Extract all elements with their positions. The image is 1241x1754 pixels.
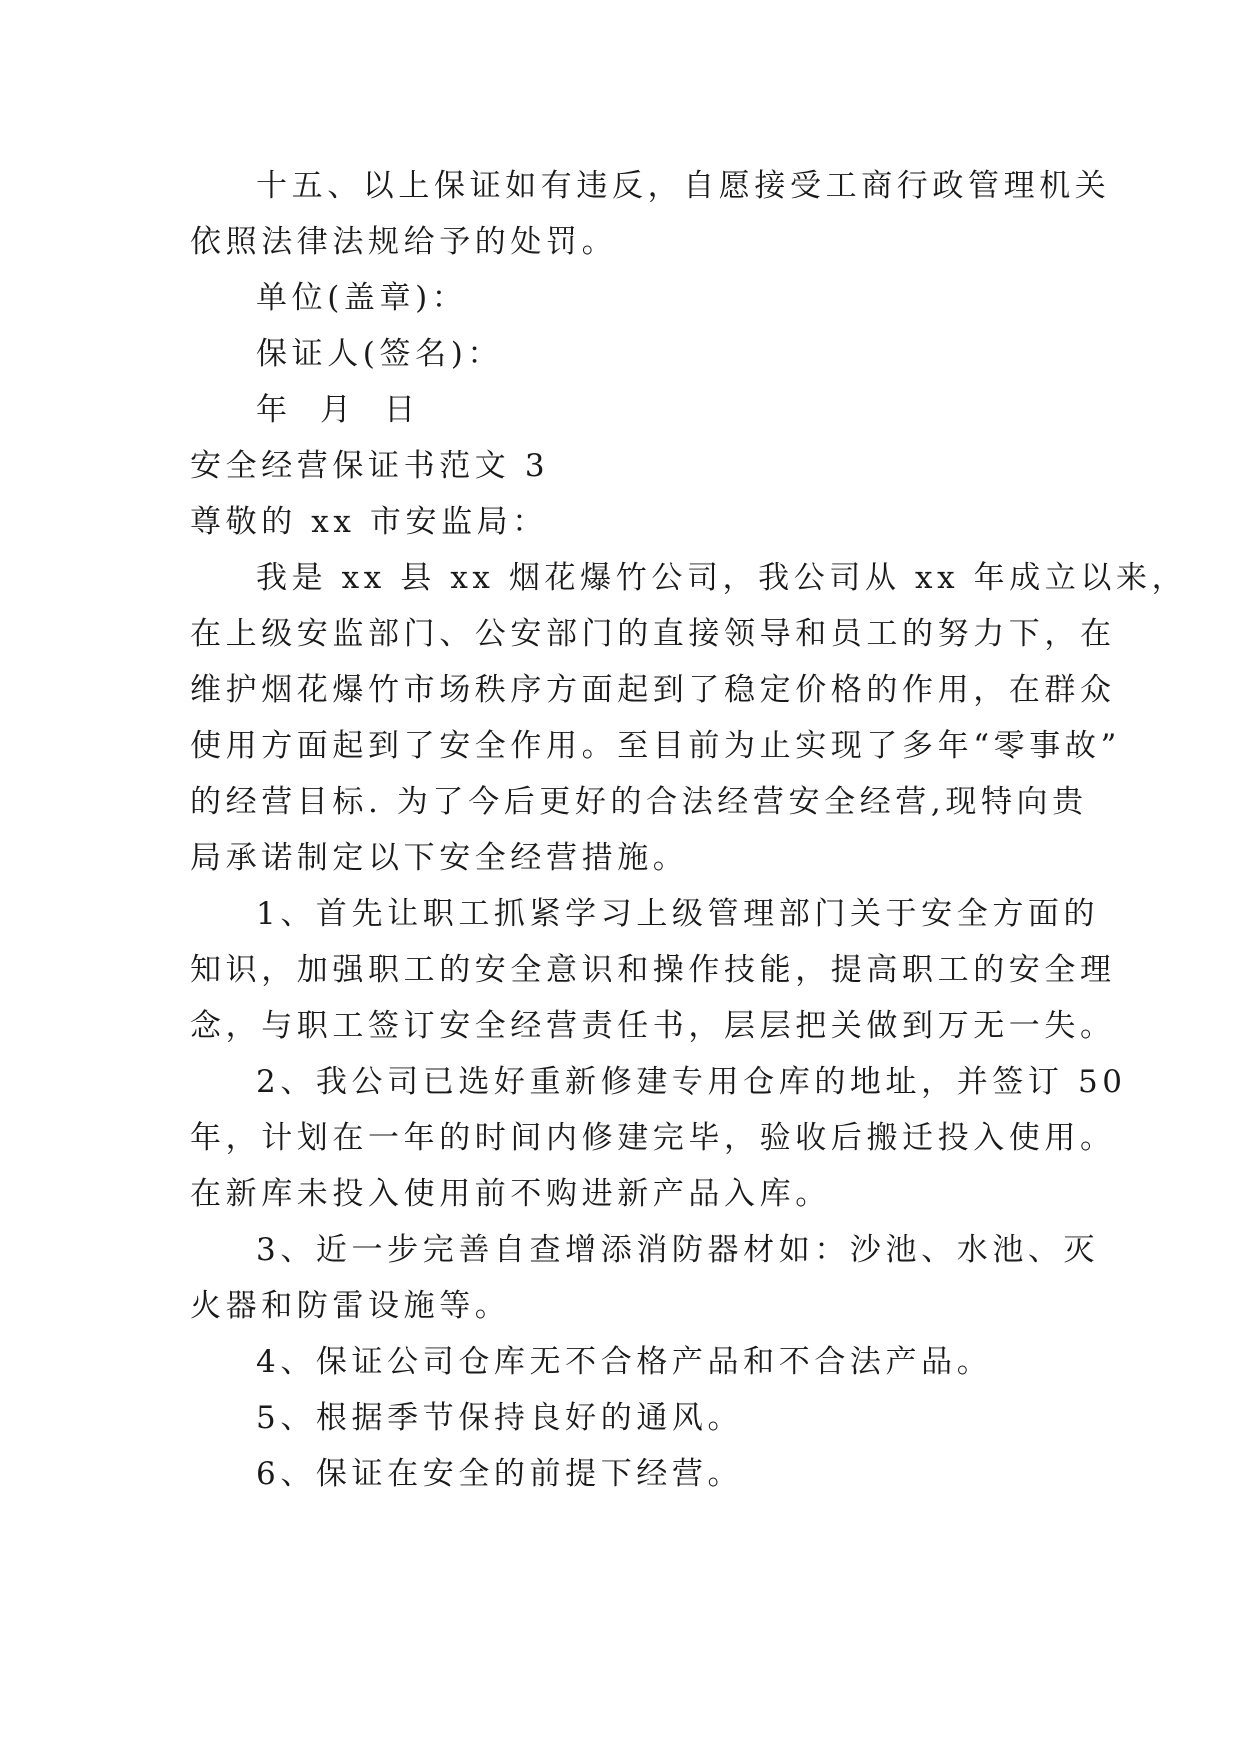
intro-line-4: 使用方面起到了安全作用。至目前为止实现了多年“零事故” [190,728,1121,764]
item-5: 5、根据季节保持良好的通风。 [256,1400,744,1436]
intro-line-5: 的经营目标. 为了今后更好的合法经营安全经营,现特向贵 [190,784,1088,820]
item-2-line-3: 在新库未投入使用前不购进新产品入库。 [190,1176,831,1212]
item-6: 6、保证在安全的前提下经营。 [256,1456,744,1492]
item-15-line-1: 十五、以上保证如有违反，自愿接受工商行政管理机关 [256,168,1111,204]
date-label: 年 月 日 [256,392,420,428]
intro-line-1: 我是 xx 县 xx 烟花爆竹公司，我公司从 xx 年成立以来， [256,560,1188,596]
item-1-line-3: 念，与职工签订安全经营责任书，层层把关做到万无一失。 [190,1008,1116,1044]
item-3-line-2: 火器和防雷设施等。 [190,1288,511,1324]
item-15-line-2: 依照法律法规给予的处罚。 [190,224,618,260]
unit-seal-label: 单位(盖章)： [256,280,468,316]
item-1-line-2: 知识，加强职工的安全意识和操作技能，提高职工的安全理 [190,952,1116,988]
intro-line-3: 维护烟花爆竹市场秩序方面起到了稳定价格的作用，在群众 [190,672,1116,708]
item-4: 4、保证公司仓库无不合格产品和不合法产品。 [256,1344,993,1380]
item-1-line-1: 1、首先让职工抓紧学习上级管理部门关于安全方面的 [256,896,1100,932]
section-heading: 安全经营保证书范文 3 [190,448,550,484]
intro-line-6: 局承诺制定以下安全经营措施。 [190,840,689,876]
item-3-line-1: 3、近一步完善自查增添消防器材如：沙池、水池、灭 [256,1232,1100,1268]
intro-line-2: 在上级安监部门、公安部门的直接领导和员工的努力下，在 [190,616,1116,652]
item-2-line-2: 年，计划在一年的时间内修建完毕，验收后搬迁投入使用。 [190,1120,1116,1156]
salutation: 尊敬的 xx 市安监局： [190,504,548,540]
guarantor-sign-label: 保证人(签名)： [256,336,503,372]
item-2-line-1: 2、我公司已选好重新修建专用仓库的地址，并签订 50 [256,1064,1127,1100]
